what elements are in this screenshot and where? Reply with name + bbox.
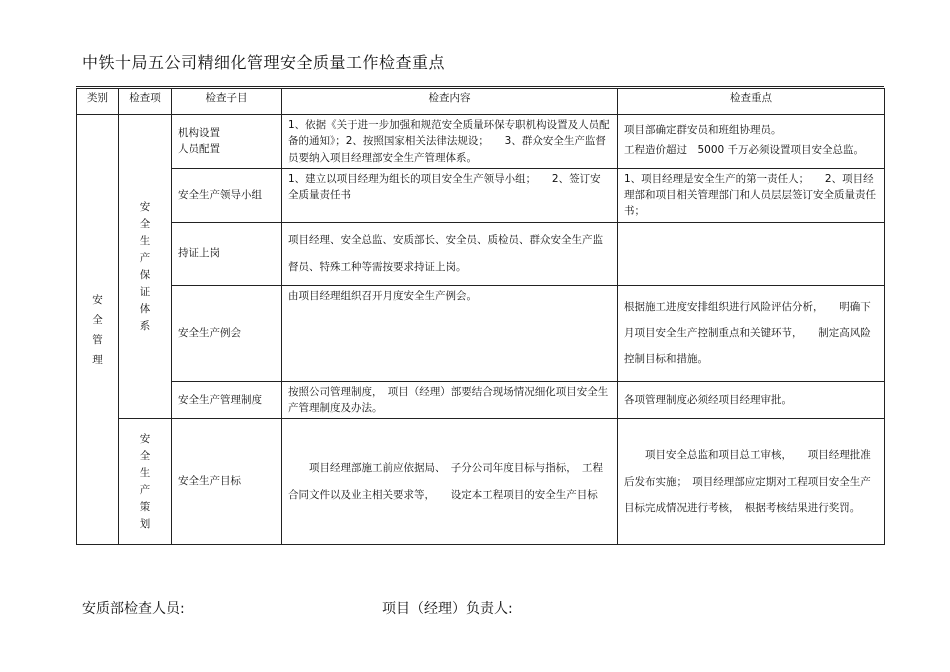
table-row <box>77 419 885 545</box>
header-focus: 检查重点 <box>618 89 885 115</box>
focus-cell: 项目部确定群安员和班组协理员。 工程造价超过 5000 千万必须设置项目安全总监。 <box>618 115 885 169</box>
header-category: 类别 <box>77 89 119 115</box>
content-cell: 按照公司管理制度， 项目（经理）部要结合现场情况细化项目安全生产管理制度及办法。 <box>282 381 618 419</box>
inspector-signature-label: 安质部检查人员: <box>82 601 185 617</box>
table-row <box>77 115 885 169</box>
header-item: 检查项 <box>119 89 172 115</box>
content-cell: 1、依据《关于进一步加强和规范安全质量环保专职机构设置及人员配备的通知》；2、按照国家相关法律法规设； 3、群众安全生产监督员要纳入项目经理部安全生产管理体系。 <box>282 115 618 169</box>
focus-cell: 1、项目经理是安全生产的第一责任人； 2、项目经理部和项目相关管理部门和人员层层签订安全质量责任书； <box>618 168 885 222</box>
content-cell: 项目经理、安全总监、安质部长、安全员、质检员、群众安全生产监督员、特殊工种等需按要求持证上岗。 <box>282 222 618 285</box>
table-row <box>77 285 885 381</box>
manager-signature-label: 项目（经理）负责人: <box>382 601 513 617</box>
group-cell-guarantee-system: 安 全 生 产 保 证 体 系 <box>119 115 172 419</box>
category-cell: 安 全 管 理 <box>77 115 119 545</box>
subitem-cell: 安全生产目标 <box>172 419 282 545</box>
document-title: 中铁十局五公司精细化管理安全质量工作检查重点 <box>82 53 446 72</box>
subitem-cell: 安全生产例会 <box>172 285 282 381</box>
content-cell: 由项目经理组织召开月度安全生产例会。 <box>282 285 618 381</box>
subitem-cell: 安全生产领导小组 <box>172 168 282 222</box>
inspection-table <box>76 88 885 545</box>
focus-cell: 根据施工进度安排组织进行风险评估分析， 明确下月项目安全生产控制重点和关键环节， 制定高风险控制目标和措施。 <box>618 285 885 381</box>
focus-cell: 项目安全总监和项目总工审核， 项目经理批准后发布实施； 项目经理部应定期对工程项目安全生产目标完成情况进行考核， 根据考核结果进行奖罚。 <box>618 419 885 545</box>
table-row <box>77 381 885 419</box>
focus-cell <box>618 222 885 285</box>
title-rule <box>76 86 884 87</box>
subitem-cell: 机构设置 人员配置 <box>172 115 282 169</box>
table-row <box>77 168 885 222</box>
subitem-cell: 持证上岗 <box>172 222 282 285</box>
subitem-cell: 安全生产管理制度 <box>172 381 282 419</box>
header-subitem: 检查子目 <box>172 89 282 115</box>
header-content: 检查内容 <box>282 89 618 115</box>
table-row <box>77 222 885 285</box>
content-cell: 项目经理部施工前应依据局、 子分公司年度目标与指标， 工程合同文件以及业主相关要求等， 设定本工程项目的安全生产目标 <box>282 419 618 545</box>
group-cell-planning: 安 全 生 产 策 划 <box>119 419 172 545</box>
focus-cell: 各项管理制度必须经项目经理审批。 <box>618 381 885 419</box>
table-header-row <box>77 89 885 115</box>
content-cell: 1、建立以项目经理为组长的项目安全生产领导小组； 2、签订安全质量责任书 <box>282 168 618 222</box>
